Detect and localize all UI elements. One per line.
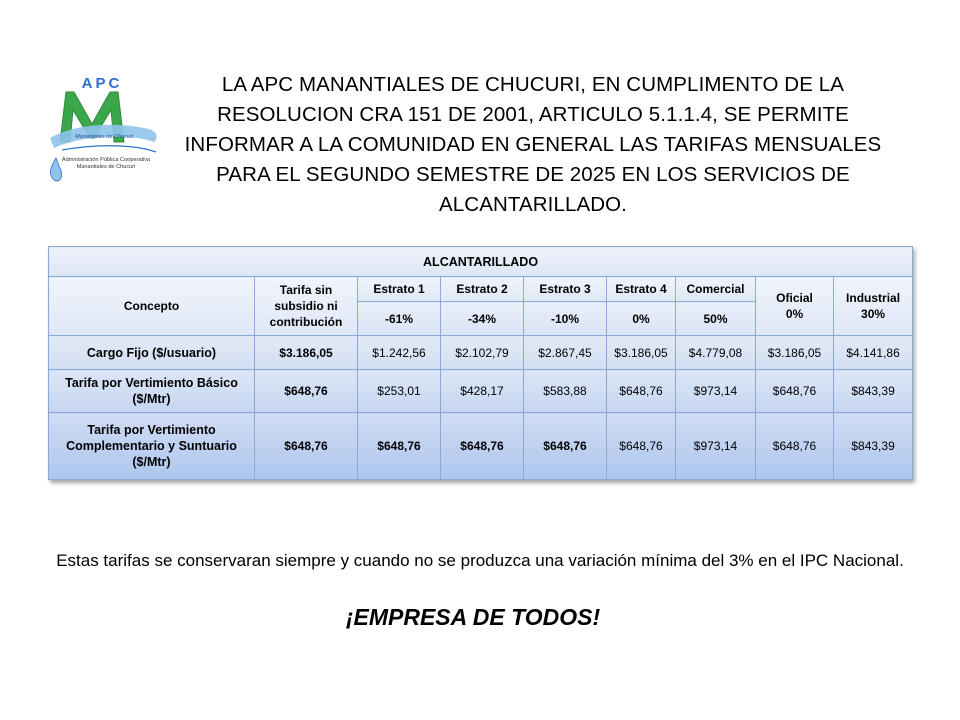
oficial-label: Oficial [776, 291, 813, 305]
estrato-2-header: Estrato 2 [441, 277, 524, 302]
estrato-4-pct: 0% [607, 302, 676, 336]
value-cell: $428,17 [441, 370, 524, 413]
logo-acronym: APC [81, 75, 123, 92]
value-cell: $4.779,08 [676, 336, 756, 370]
comercial-header: Comercial [676, 277, 756, 302]
value-cell: $2.867,45 [524, 336, 607, 370]
value-cell: $973,14 [676, 413, 756, 480]
oficial-header [756, 277, 834, 336]
value-cell: $253,01 [358, 370, 441, 413]
value-cell: $973,14 [676, 370, 756, 413]
value-cell: $3.186,05 [756, 336, 834, 370]
row-concept: Tarifa por Vertimiento Básico ($/Mtr) [49, 370, 255, 413]
row-concept: Tarifa por Vertimiento Complementario y Suntuario ($/Mtr) [49, 413, 255, 480]
estrato-3-header: Estrato 3 [524, 277, 607, 302]
value-cell: $648,76 [524, 413, 607, 480]
value-cell: $1.242,56 [358, 336, 441, 370]
industrial-header [834, 277, 913, 336]
table-row [49, 370, 913, 413]
base-value: $648,76 [255, 413, 358, 480]
value-cell: $648,76 [756, 413, 834, 480]
value-cell: $648,76 [607, 413, 676, 480]
value-cell: $648,76 [756, 370, 834, 413]
estrato-1-pct: -61% [358, 302, 441, 336]
tariff-table [48, 246, 913, 480]
estrato-3-pct: -10% [524, 302, 607, 336]
estrato-1-header: Estrato 1 [358, 277, 441, 302]
base-value: $648,76 [255, 370, 358, 413]
industrial-pct: 30% [861, 307, 886, 321]
base-tariff-header: Tarifa sin subsidio ni contribución [255, 277, 358, 336]
value-cell: $648,76 [441, 413, 524, 480]
value-cell: $843,39 [834, 370, 913, 413]
value-cell: $843,39 [834, 413, 913, 480]
logo-caption-line1: Administración Pública Cooperativa [61, 157, 151, 163]
base-value: $3.186,05 [255, 336, 358, 370]
header-row [49, 277, 913, 302]
row-concept: Cargo Fijo ($/usuario) [49, 336, 255, 370]
oficial-pct: 0% [785, 307, 804, 321]
comercial-pct: 50% [676, 302, 756, 336]
industrial-label: Industrial [846, 291, 901, 305]
validity-note: Estas tarifas se conservaran siempre y cuando no se produzca una variación mínima del 3% en el IPC Nacional. [56, 551, 904, 570]
page-heading: LA APC MANANTIALES DE CHUCURI, EN CUMPLIMENTO DE LA RESOLUCION CRA 151 DE 2001, ARTICULO 5.1.1.4, SE PERMITE INFORMAR A LA COMUNIDAD EN GENERAL LAS TARIFAS MENSUALES PARA EL SEGUNDO SEMESTRE DE 2025 EN LOS SERVICIOS DE ALCANTARILLADO. [184, 73, 882, 216]
logo-caption-line2: Manantiales de Chucuri [76, 164, 136, 170]
table-row [49, 413, 913, 480]
table-row [49, 336, 913, 370]
value-cell: $2.102,79 [441, 336, 524, 370]
logo-ribbon-text: Manantiales de Chucuri [75, 134, 133, 140]
value-cell: $648,76 [358, 413, 441, 480]
value-cell: $4.141,86 [834, 336, 913, 370]
value-cell: $583,88 [524, 370, 607, 413]
value-cell: $648,76 [607, 370, 676, 413]
slogan: ¡EMPRESA DE TODOS! [345, 604, 601, 630]
logo-graphic [44, 72, 162, 190]
table-title: ALCANTARILLADO [49, 247, 913, 277]
concept-header: Concepto [49, 277, 255, 336]
estrato-4-header: Estrato 4 [607, 277, 676, 302]
apc-logo [44, 72, 162, 190]
table-title-row [49, 247, 913, 277]
value-cell: $3.186,05 [607, 336, 676, 370]
estrato-2-pct: -34% [441, 302, 524, 336]
